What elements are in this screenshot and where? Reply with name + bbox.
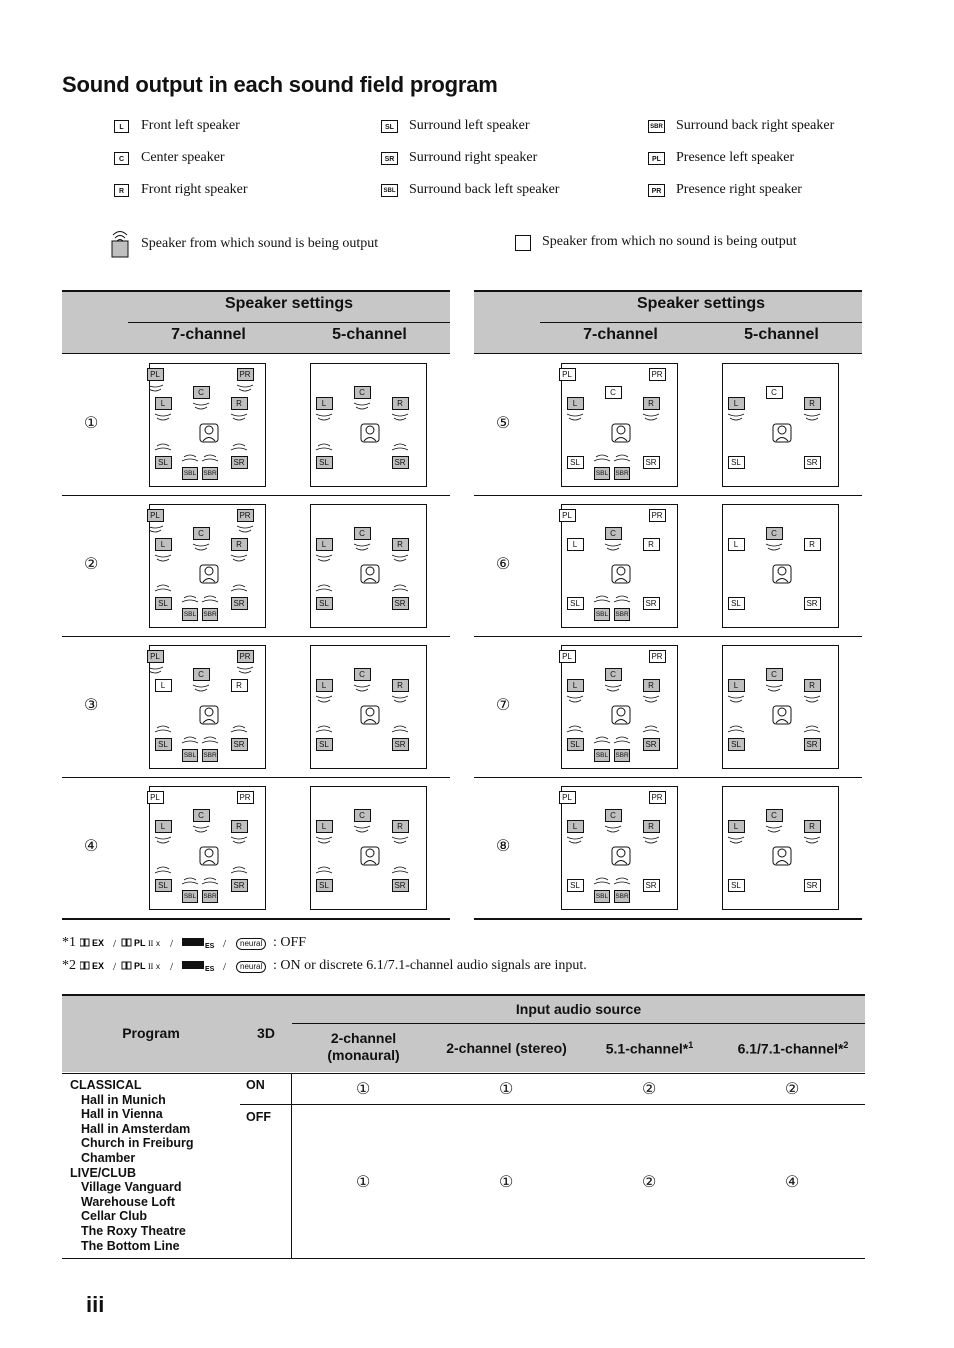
listener-icon <box>200 565 218 583</box>
speaker-pl: PL <box>559 509 576 522</box>
speaker-c: C <box>605 386 622 399</box>
speaker-c: C <box>605 809 622 822</box>
speaker-sl: SL <box>728 597 745 610</box>
speaker-sr: SR <box>231 597 248 610</box>
col-2ch-mono-header: 2-channel (monaural) <box>327 1030 400 1063</box>
speaker-l: L <box>567 820 584 833</box>
row-rule <box>474 777 862 778</box>
listener-icon <box>612 706 630 724</box>
speaker-c: C <box>354 527 371 540</box>
speaker-diagram-5ch <box>722 645 839 769</box>
speaker-r: R <box>392 820 409 833</box>
program-name: CLASSICAL <box>70 1078 142 1092</box>
speaker-l: L <box>316 397 333 410</box>
speaker-c: C <box>766 527 783 540</box>
speaker-r: R <box>392 679 409 692</box>
speaker-sl: SL <box>567 456 584 469</box>
speaker-pr: PR <box>649 509 666 522</box>
speaker-c: C <box>354 386 371 399</box>
pattern-number: ⑤ <box>496 415 511 432</box>
speaker-sl: SL <box>567 597 584 610</box>
speaker-pl: PL <box>559 791 576 804</box>
speaker-sbl: SBL <box>182 608 198 621</box>
sound-waves <box>723 364 840 488</box>
speaker-r: R <box>643 679 660 692</box>
sound-waves <box>311 787 428 911</box>
header-sub-rule <box>128 322 450 323</box>
listener-icon <box>200 424 218 442</box>
program-name: The Bottom Line <box>81 1238 180 1253</box>
row-rule <box>62 495 450 496</box>
footnote-2-mark: *2 <box>62 958 76 973</box>
speaker-sbr: SBR <box>614 890 630 903</box>
speaker-sl: SL <box>155 456 172 469</box>
listener-icon <box>361 424 379 442</box>
listener-icon <box>773 847 791 865</box>
svg-text:/: / <box>113 961 117 973</box>
listener-icon <box>773 424 791 442</box>
legend-label-pl: Presence left speaker <box>676 150 795 165</box>
listener-icon <box>773 706 791 724</box>
legend-label-sbr: Surround back right speaker <box>676 118 835 133</box>
speaker-sr: SR <box>643 456 660 469</box>
listener-icon <box>612 847 630 865</box>
svg-text:EX: EX <box>92 961 105 971</box>
sound-waves <box>311 364 428 488</box>
speaker-diagram-5ch <box>722 504 839 628</box>
speaker-sr: SR <box>231 738 248 751</box>
speaker-sr: SR <box>231 456 248 469</box>
speaker-sr: SR <box>804 738 821 751</box>
speaker-sbr: SBR <box>614 467 630 480</box>
svg-text:/: / <box>223 961 227 973</box>
pattern-ref: ② <box>642 1174 657 1191</box>
speaker-sl: SL <box>155 879 172 892</box>
speaker-diagram-5ch <box>310 363 427 487</box>
listener-icon <box>612 565 630 583</box>
speaker-c: C <box>766 386 783 399</box>
speaker-c: C <box>766 668 783 681</box>
speaker-r: R <box>392 397 409 410</box>
speaker-r: R <box>231 679 248 692</box>
speaker-l: L <box>728 679 745 692</box>
speaker-pr: PR <box>237 791 254 804</box>
speaker-sbl: SBL <box>182 467 198 480</box>
row-rule <box>62 918 450 920</box>
speaker-l: L <box>567 397 584 410</box>
neural-logo-1: neural <box>236 938 266 950</box>
footnote-1-text: : OFF <box>273 935 307 950</box>
listener-icon <box>773 565 791 583</box>
speaker-sr: SR <box>804 456 821 469</box>
speaker-sbl: SBL <box>594 890 610 903</box>
speaker-r: R <box>231 397 248 410</box>
program-name: Hall in Munich <box>81 1092 166 1107</box>
speaker-sr: SR <box>804 879 821 892</box>
legend-code-c: C <box>114 152 129 165</box>
sound-output-speaker-icon <box>109 225 131 259</box>
page-title: Sound output in each sound field program <box>62 72 498 97</box>
speaker-c: C <box>193 809 210 822</box>
program-header: Program <box>122 1025 180 1041</box>
sound-waves <box>311 646 428 770</box>
threed-header: 3D <box>257 1025 275 1041</box>
svg-text:/: / <box>170 961 174 973</box>
col-5-channel-header: 5-channel <box>332 326 407 343</box>
speaker-sl: SL <box>155 597 172 610</box>
legend-code-l: L <box>114 120 129 133</box>
col-7-channel-header: 7-channel <box>583 326 658 343</box>
program-name: Cellar Club <box>81 1209 147 1224</box>
speaker-pl: PL <box>147 368 164 381</box>
row-rule <box>62 636 450 637</box>
header-bottom-rule <box>474 353 862 354</box>
col-2ch-stereo-header: 2-channel (stereo) <box>446 1040 567 1056</box>
program-name: Village Vanguard <box>81 1180 182 1195</box>
listener-icon <box>200 706 218 724</box>
speaker-sr: SR <box>392 456 409 469</box>
speaker-sbl: SBL <box>594 749 610 762</box>
pattern-number: ③ <box>84 697 99 714</box>
speaker-sbr: SBR <box>202 467 218 480</box>
speaker-sl: SL <box>316 879 333 892</box>
speaker-pr: PR <box>649 368 666 381</box>
program-name: The Roxy Theatre <box>81 1224 186 1238</box>
legend-label-sr: Surround right speaker <box>409 150 538 165</box>
speaker-pl: PL <box>559 368 576 381</box>
speaker-r: R <box>643 820 660 833</box>
speaker-sl: SL <box>567 738 584 751</box>
speaker-c: C <box>354 668 371 681</box>
speaker-c: C <box>605 527 622 540</box>
speaker-sl: SL <box>567 879 584 892</box>
speaker-c: C <box>193 527 210 540</box>
program-name: Church in Freiburg <box>81 1136 194 1151</box>
program-name: Hall in Amsterdam <box>81 1121 191 1136</box>
speaker-diagram-7ch <box>561 645 678 769</box>
speaker-diagram-5ch <box>310 786 427 910</box>
pattern-number: ② <box>84 556 99 573</box>
speaker-l: L <box>316 820 333 833</box>
speaker-r: R <box>804 679 821 692</box>
svg-text:x: x <box>156 939 160 948</box>
speaker-r: R <box>804 820 821 833</box>
speaker-c: C <box>605 668 622 681</box>
listener-icon <box>200 847 218 865</box>
legend-code-r: R <box>114 184 129 197</box>
speaker-pr: PR <box>237 509 254 522</box>
svg-text:II: II <box>148 939 154 948</box>
pattern-ref: ① <box>356 1081 371 1098</box>
speaker-sr: SR <box>392 597 409 610</box>
speaker-l: L <box>316 679 333 692</box>
speaker-sr: SR <box>643 879 660 892</box>
page-number: iii <box>86 1292 105 1317</box>
speaker-l: L <box>728 397 745 410</box>
speaker-sr: SR <box>643 738 660 751</box>
sound-waves <box>723 646 840 770</box>
legend-code-sl: SL <box>381 120 398 133</box>
speaker-l: L <box>728 820 745 833</box>
speaker-sr: SR <box>804 597 821 610</box>
speaker-pr: PR <box>649 650 666 663</box>
legend-label-r: Front right speaker <box>141 182 248 197</box>
speaker-r: R <box>231 538 248 551</box>
header-bottom-rule <box>62 353 450 354</box>
listener-icon <box>361 706 379 724</box>
speaker-sr: SR <box>643 597 660 610</box>
speaker-sl: SL <box>316 597 333 610</box>
speaker-sbl: SBL <box>182 749 198 762</box>
neural-logo-2: neural <box>236 961 266 973</box>
speaker-l: L <box>155 538 172 551</box>
speaker-l: L <box>567 538 584 551</box>
pattern-ref: ② <box>642 1081 657 1098</box>
pattern-number: ① <box>84 415 99 432</box>
speaker-settings-header: Speaker settings <box>636 295 766 312</box>
speaker-diagram-5ch <box>310 645 427 769</box>
speaker-c: C <box>354 809 371 822</box>
speaker-diagram-7ch <box>149 504 266 628</box>
program-name: Hall in Vienna <box>81 1107 163 1122</box>
speaker-sr: SR <box>392 738 409 751</box>
header-sub-rule <box>540 322 862 323</box>
listener-icon <box>361 565 379 583</box>
pattern-number: ⑧ <box>496 838 511 855</box>
speaker-sbl: SBL <box>182 890 198 903</box>
speaker-sbr: SBR <box>202 749 218 762</box>
speaker-sr: SR <box>392 879 409 892</box>
speaker-diagram-7ch <box>149 363 266 487</box>
speaker-l: L <box>155 820 172 833</box>
listener-icon <box>361 847 379 865</box>
no-output-speaker-icon <box>515 235 531 251</box>
speaker-l: L <box>567 679 584 692</box>
speaker-pl: PL <box>147 650 164 663</box>
row-rule <box>474 918 862 920</box>
speaker-pr: PR <box>649 791 666 804</box>
off-label: OFF <box>246 1110 271 1124</box>
row-rule <box>474 495 862 496</box>
speaker-diagram-7ch <box>561 504 678 628</box>
speaker-r: R <box>643 538 660 551</box>
col-7-channel-header: 7-channel <box>171 326 246 343</box>
legend-code-sbl: SBL <box>381 184 398 197</box>
col-5-channel-header: 5-channel <box>744 326 819 343</box>
legend-output-label: Speaker from which sound is being output <box>141 236 379 251</box>
speaker-l: L <box>728 538 745 551</box>
speaker-diagram-7ch <box>149 786 266 910</box>
speaker-c: C <box>193 386 210 399</box>
svg-text:ES: ES <box>205 943 215 950</box>
speaker-sbr: SBR <box>614 608 630 621</box>
program-name: Chamber <box>81 1151 136 1165</box>
speaker-sl: SL <box>155 738 172 751</box>
speaker-pl: PL <box>147 509 164 522</box>
speaker-diagram-5ch <box>310 504 427 628</box>
svg-text:/: / <box>223 938 227 950</box>
pattern-number: ⑥ <box>496 556 511 573</box>
footnote-1-mark: *1 <box>62 935 76 950</box>
legend-code-sbr: SBR <box>648 120 665 133</box>
footnote-2-text: : ON or discrete 6.1/7.1-channel audio signals are input. <box>273 958 587 973</box>
speaker-sl: SL <box>728 456 745 469</box>
speaker-r: R <box>804 397 821 410</box>
listener-icon <box>612 424 630 442</box>
speaker-sbl: SBL <box>594 608 610 621</box>
speaker-r: R <box>392 538 409 551</box>
sound-waves <box>311 505 428 629</box>
speaker-sbr: SBR <box>202 608 218 621</box>
speaker-diagram-5ch <box>722 786 839 910</box>
pattern-number: ⑦ <box>496 697 511 714</box>
row-rule <box>62 777 450 778</box>
svg-text:/: / <box>170 938 174 950</box>
on-label: ON <box>246 1078 265 1092</box>
pattern-ref: ② <box>785 1081 800 1098</box>
legend-code-pl: PL <box>648 152 665 165</box>
legend-label-c: Center speaker <box>141 150 225 165</box>
svg-text:ES: ES <box>205 966 215 973</box>
speaker-sl: SL <box>728 738 745 751</box>
row-rule <box>474 636 862 637</box>
program-name: LIVE/CLUB <box>70 1165 136 1180</box>
speaker-pl: PL <box>559 650 576 663</box>
speaker-diagram-7ch <box>561 786 678 910</box>
speaker-l: L <box>316 538 333 551</box>
sound-waves <box>723 787 840 911</box>
svg-text:II: II <box>148 962 154 971</box>
legend-code-pr: PR <box>648 184 665 197</box>
speaker-c: C <box>766 809 783 822</box>
legend-label-sl: Surround left speaker <box>409 118 530 133</box>
speaker-l: L <box>155 397 172 410</box>
col-51ch-header: 5.1-channel*$^1$ <box>605 1040 694 1057</box>
speaker-sl: SL <box>316 456 333 469</box>
speaker-r: R <box>804 538 821 551</box>
speaker-sbr: SBR <box>202 890 218 903</box>
legend-label-sbl: Surround back left speaker <box>409 182 560 197</box>
speaker-r: R <box>231 820 248 833</box>
speaker-settings-header: Speaker settings <box>224 295 354 312</box>
input-source-header: Input audio source <box>515 1001 642 1017</box>
speaker-sl: SL <box>728 879 745 892</box>
speaker-c: C <box>193 668 210 681</box>
pattern-ref: ④ <box>785 1174 800 1191</box>
svg-text:/: / <box>113 938 117 950</box>
sound-waves <box>723 505 840 629</box>
svg-text:PL: PL <box>134 961 146 971</box>
speaker-r: R <box>643 397 660 410</box>
speaker-sr: SR <box>231 879 248 892</box>
legend-label-l: Front left speaker <box>141 118 240 133</box>
program-name: Warehouse Loft <box>81 1194 175 1209</box>
svg-text:PL: PL <box>134 938 146 948</box>
speaker-pr: PR <box>237 368 254 381</box>
speaker-pl: PL <box>147 791 164 804</box>
legend-code-sr: SR <box>381 152 398 165</box>
speaker-sl: SL <box>316 738 333 751</box>
legend-no-output-label: Speaker from which no sound is being output <box>542 234 797 249</box>
pattern-ref: ① <box>356 1174 371 1191</box>
speaker-sbr: SBR <box>614 749 630 762</box>
pattern-ref: ① <box>499 1174 514 1191</box>
speaker-pr: PR <box>237 650 254 663</box>
col-617ch-header: 6.1/7.1-channel*$^2$ <box>737 1040 849 1057</box>
svg-text:EX: EX <box>92 938 105 948</box>
pattern-ref: ① <box>499 1081 514 1098</box>
svg-text:x: x <box>156 962 160 971</box>
legend-label-pr: Presence right speaker <box>676 182 802 197</box>
speaker-diagram-5ch <box>722 363 839 487</box>
speaker-l: L <box>155 679 172 692</box>
speaker-diagram-7ch <box>561 363 678 487</box>
speaker-sbl: SBL <box>594 467 610 480</box>
speaker-diagram-7ch <box>149 645 266 769</box>
pattern-number: ④ <box>84 838 99 855</box>
